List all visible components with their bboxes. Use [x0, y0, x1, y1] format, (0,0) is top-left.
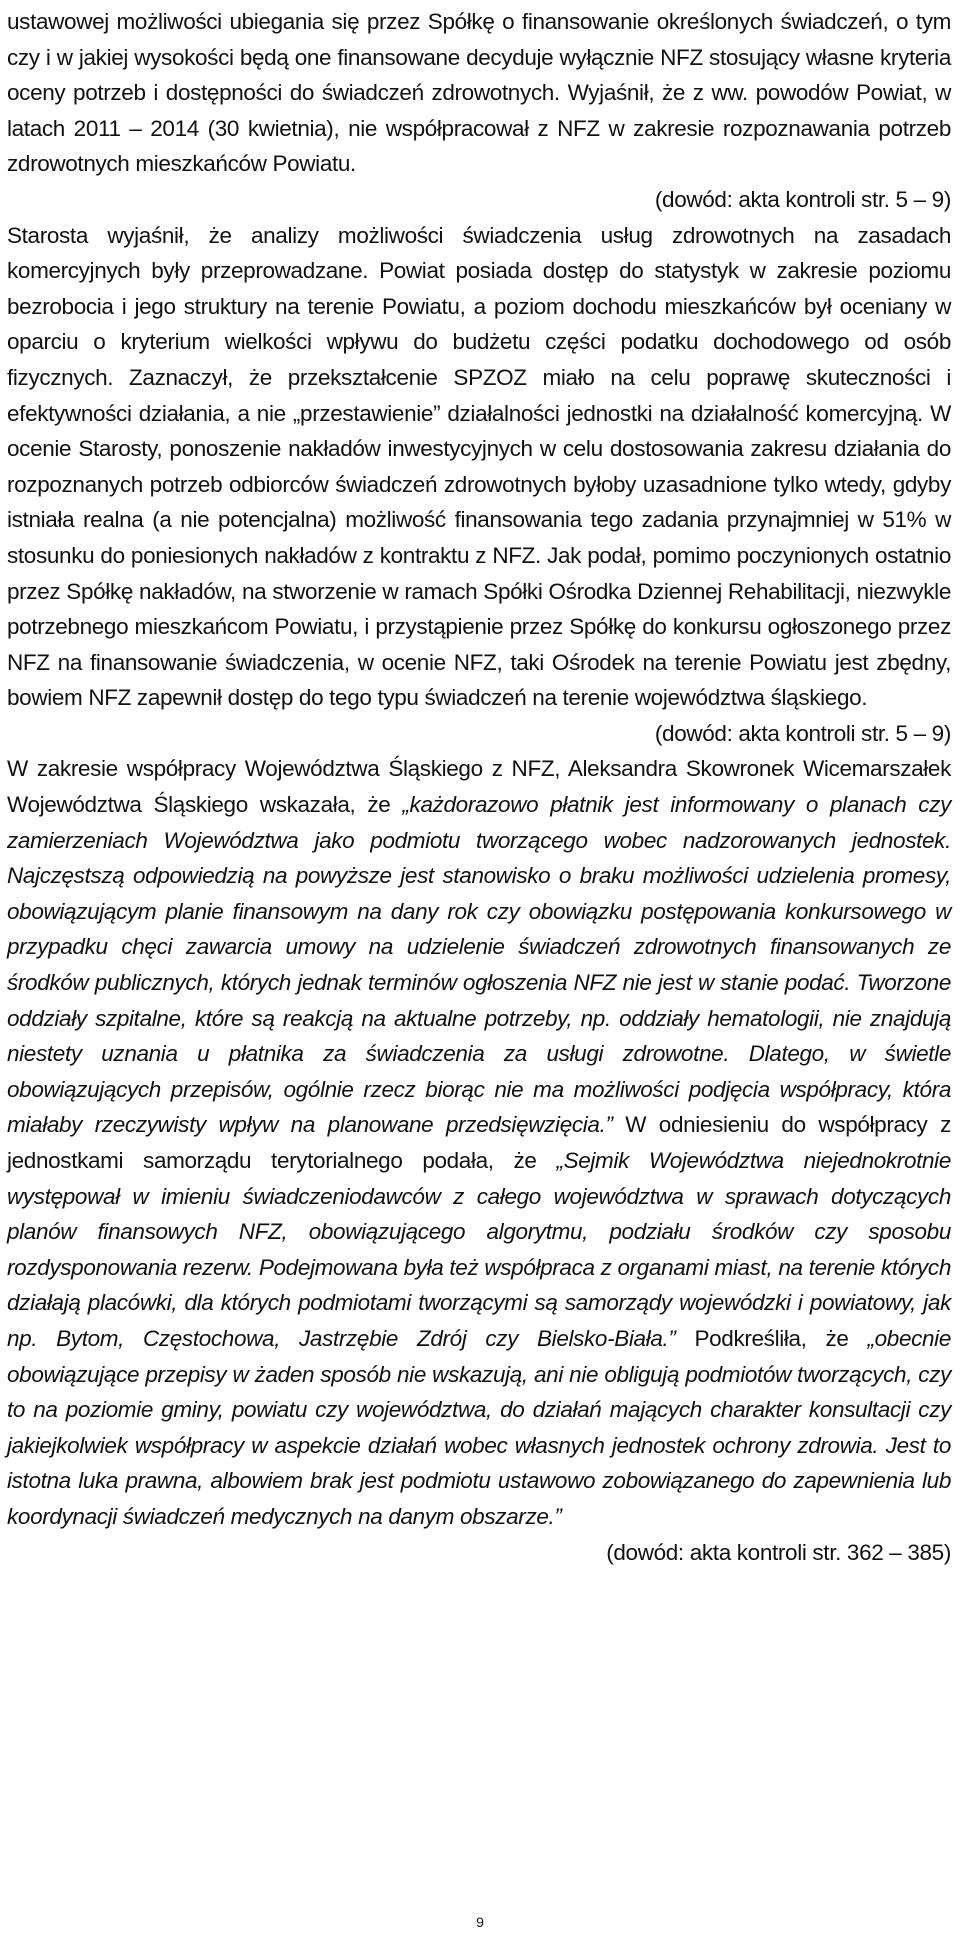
evidence-reference-1: (dowód: akta kontroli str. 5 – 9): [654, 186, 951, 212]
evidence-reference-2: (dowód: akta kontroli str. 5 – 9): [654, 720, 951, 746]
paragraph-1: ustawowej możliwości ubiegania się przez Spółkę o finansowanie określonych świadczeń, o tym czy i w jakiej wysokości będą one finansowane decyduje wyłącznie NFZ stosujący własne kryteria oceny potrzeb i dostępności do świadczeń zdrowotnych. Wyjaśnił, że z ww. powodów Powiat, w latach 2011 – 2014 (30 kwietnia), nie współpracował z NFZ w zakresie rozpoznawania potrzeb zdrowotnych mieszkańców Powiatu.: [7, 9, 951, 177]
quote-sejmik: „Sejmik Województwa niejednokrotnie występował w imieniu świadczeniodawców z całego województwa w sprawach dotyczących planów finansowych NFZ, obowiązującego algorytmu, podziału środków czy sposobu rozdysponowania rezerw. Podejmowana była też współpraca z organami miast, na terenie których działają placówki, dla których podmiotami tworzącymi są samorządy wojewódzki i powiatowy, jak np. Bytom, Częstochowa, Jastrzębie Zdrój czy Bielsko-Biała.”: [7, 1148, 951, 1351]
paragraph-3-mid-2: Podkreśliła, że: [675, 1325, 868, 1351]
quote-payer-information: „każdorazowo płatnik jest informowany o planach czy zamierzeniach Województwa jako podmiotu tworzącego wobec nadzorowanych jednostek. Najczęstszą odpowiedzią na powyższe jest stanowisko o braku możliwości udzielenia promesy, obowiązującym planie finansowym na dany rok czy obowiązku postępowania konkursowego w przypadku chęci zawarcia umowy na udzielenie świadczeń zdrowotnych finansowanych ze środków publicznych, których jednak terminów ogłoszenia NFZ nie jest w stanie podać. Tworzone oddziały szpitalne, które są reakcją na aktualne potrzeby, np. oddziały hematologii, nie znajdują niestety uznania u płatnika za świadczenia za usługi zdrowotne. Dlatego, w świetle obowiązujących przepisów, ogólnie rzecz biorąc nie ma możliwości podjęcia współpracy, która miałaby rzeczywisty wpływ na planowane przedsięwzięcia.”: [7, 792, 952, 1138]
paragraph-3-mid: W odniesieniu do współpracy z jednostkami samorządu terytorialnego podała, że: [7, 1112, 951, 1173]
paragraph-2: Starosta wyjaśnił, że analizy możliwości świadczenia usług zdrowotnych na zasadach komercyjnych były przeprowadzane. Powiat posiada dostęp do statystyk w zakresie poziomu bezrobocia i jego struktury na terenie Powiatu, a poziom dochodu mieszkańców był oceniany w oparciu o kryterium wielkości wpływu do budżetu części podatku dochodowego od osób fizycznych. Zaznaczył, że przekształcenie SPZOZ miało na celu poprawę skuteczności i efektywności działania, a nie „przestawienie” działalności jednostki na działalność komercyjną. W ocenie Starosty, ponoszenie nakładów inwestycyjnych w celu dostosowania zakresu działania do rozpoznanych potrzeb odbiorców świadczeń zdrowotnych byłoby uzasadnione tylko wtedy, gdyby istniała realna (a nie potencjalna) możliwość finansowania tego zadania przynajmniej w 51% w stosunku do poniesionych nakładów z kontraktu z NFZ. Jak podał, pomimo poczynionych ostatnio przez Spółkę nakładów, na stworzenie w ramach Spółki Ośrodka Dziennej Rehabilitacji, niezwykle potrzebnego mieszkańcom Powiatu, i przystąpienie przez Spółkę do konkursu ogłoszonego przez NFZ na finansowanie świadczenia, w ocenie NFZ, taki Ośrodek na terenie Powiatu jest zbędny, bowiem NFZ zapewnił dostęp do tego typu świadczeń na terenie województwa śląskiego.: [7, 222, 951, 711]
evidence-reference-3: (dowód: akta kontroli str. 362 – 385): [606, 1539, 951, 1565]
page-number: 9: [476, 1914, 484, 1930]
quote-legal-gap: „obecnie obowiązujące przepisy w żaden sposób nie wskazują, ani nie obligują podmiotów tworzących, czy to na poziomie gminy, powiatu czy województwa, do działań mających charakter konsultacji czy jakiejkolwiek współpracy w aspekcie działań wobec własnych jednostek ochrony zdrowia. Jest to istotna luka prawna, albowiem brak jest podmiotu ustawowo zobowiązanego do zapewnienia lub koordynacji świadczeń medycznych na danym obszarze.”: [7, 1325, 951, 1529]
document-body: [7, 4, 951, 1570]
paragraph-3: [7, 751, 951, 1534]
paragraph-3-intro: W zakresie współpracy Województwa Śląskiego z NFZ, Aleksandra Skowronek Wicemarszałek Województwa Śląskiego wskazała, że: [7, 756, 951, 818]
